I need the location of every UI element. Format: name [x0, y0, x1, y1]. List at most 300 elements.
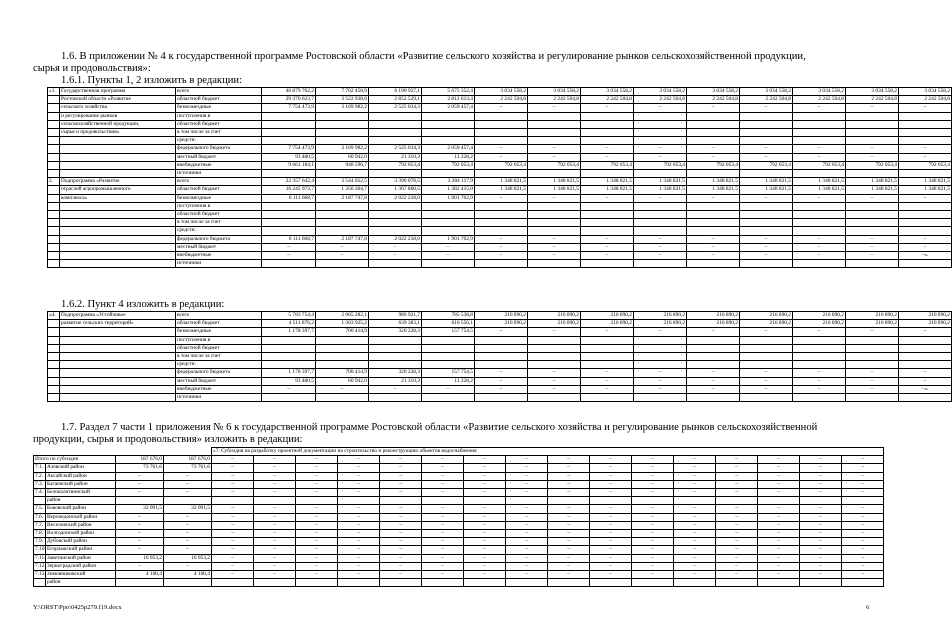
table-row — [34, 489, 884, 497]
amount-cell: 2 852 529,1 — [369, 96, 422, 104]
amount-cell — [634, 336, 687, 344]
dash-cell: – — [506, 480, 548, 488]
dash-cell: – — [758, 464, 800, 472]
amount-cell: – — [846, 328, 899, 336]
funding-source-cell: в том числе за счет — [176, 353, 262, 361]
amount-cell: – — [116, 562, 164, 570]
amount-cell: 1 348 821,5 — [793, 178, 846, 186]
table-row — [48, 137, 952, 145]
amount-cell: – — [899, 194, 952, 202]
amount-cell: 216 890,2 — [475, 320, 528, 328]
amount-cell: – — [634, 328, 687, 336]
program-name-cell: Ростовской области «Развитие — [60, 96, 176, 104]
amount-cell — [581, 336, 634, 344]
dash-cell: – — [212, 505, 254, 513]
amount-cell: – — [634, 385, 687, 393]
amount-cell — [687, 336, 740, 344]
dash-cell: – — [716, 571, 758, 579]
amount-cell — [740, 202, 793, 210]
table-row — [48, 104, 952, 112]
amount-cell — [475, 344, 528, 352]
amount-cell: – — [369, 385, 422, 393]
amount-cell: – — [899, 104, 952, 112]
dash-cell: – — [590, 480, 632, 488]
dash-cell: – — [800, 472, 842, 480]
amount-cell: 320 228,3 — [369, 369, 422, 377]
dash-cell — [212, 497, 254, 505]
amount-cell — [369, 219, 422, 227]
empty-cell — [34, 448, 212, 456]
amount-cell — [369, 227, 422, 235]
table-row — [48, 336, 952, 344]
dash-cell: – — [380, 513, 422, 521]
total-amount-cell: 187 676,0 — [116, 456, 164, 464]
dash-cell: – — [842, 513, 884, 521]
row-number-cell — [48, 120, 60, 128]
amount-cell — [687, 260, 740, 268]
amount-cell: 3 034 558,2 — [793, 88, 846, 96]
table-row — [34, 497, 884, 505]
dash-cell: – — [254, 472, 296, 480]
program-name-cell — [60, 235, 176, 243]
amount-cell — [687, 344, 740, 352]
dash-cell: – — [464, 464, 506, 472]
district-name-cell: Веселовский район — [46, 521, 116, 529]
amount-cell: 1 348 821,5 — [528, 178, 581, 186]
funding-source-cell: средств: — [176, 137, 262, 145]
dash-cell: – — [212, 480, 254, 488]
amount-cell: – — [793, 377, 846, 385]
amount-cell: 1 348 821,5 — [634, 178, 687, 186]
dash-cell — [842, 497, 884, 505]
amount-cell — [369, 112, 422, 120]
amount-cell — [369, 170, 422, 178]
amount-cell — [262, 336, 316, 344]
dash-cell: – — [296, 505, 338, 513]
amount-cell: – — [581, 104, 634, 112]
amount-cell — [316, 202, 369, 210]
table-row — [34, 513, 884, 521]
amount-cell — [369, 202, 422, 210]
row-number-cell — [48, 202, 60, 210]
amount-cell: 2 525 034,3 — [369, 104, 422, 112]
amount-cell: 16 953,2 — [164, 554, 212, 562]
amount-cell: – — [634, 243, 687, 251]
dash-cell: – — [674, 571, 716, 579]
dash-cell: – — [716, 521, 758, 529]
amount-cell — [581, 260, 634, 268]
dash-cell: – — [506, 571, 548, 579]
dash-cell: – — [590, 505, 632, 513]
dash-cell — [716, 497, 758, 505]
amount-cell: – — [581, 235, 634, 243]
amount-cell — [899, 112, 952, 120]
dash-cell: – — [758, 546, 800, 554]
amount-cell: 1 348 821,5 — [475, 178, 528, 186]
dash-cell: – — [548, 546, 590, 554]
amount-cell: 792 053,4 — [528, 161, 581, 169]
amount-cell: – — [475, 194, 528, 202]
dash-cell: – — [464, 562, 506, 570]
amount-cell: – — [634, 104, 687, 112]
table-row — [48, 186, 952, 194]
dash-cell: – — [338, 554, 380, 562]
dash-cell: – — [632, 456, 674, 464]
amount-cell: – — [581, 328, 634, 336]
district-name-cell: Азовский район — [46, 464, 116, 472]
amount-cell — [687, 394, 740, 402]
table-row — [48, 170, 952, 178]
dash-cell: – — [212, 571, 254, 579]
amount-cell: 1 178 397,7 — [262, 328, 316, 336]
amount-cell: 216 890,2 — [899, 312, 952, 320]
amount-cell — [846, 112, 899, 120]
dash-cell: – — [380, 489, 422, 497]
amount-cell — [369, 120, 422, 128]
amount-cell: –». — [899, 385, 952, 393]
amount-cell — [422, 170, 475, 178]
dash-cell: – — [380, 538, 422, 546]
amount-cell: 5 783 754,4 — [262, 312, 316, 320]
row-number-cell: 7.13. — [35, 571, 46, 578]
district-name-cell: Егорлыкский район — [46, 546, 116, 554]
amount-cell: 11 228,2 — [422, 377, 475, 385]
amount-cell: – — [846, 252, 899, 260]
row-number-cell — [48, 170, 60, 178]
amount-cell: – — [687, 243, 740, 251]
table-row — [48, 394, 952, 402]
amount-cell — [475, 227, 528, 235]
amount-cell: 3 034 558,2 — [634, 88, 687, 96]
table-row — [34, 546, 884, 554]
program-name-cell — [60, 202, 176, 210]
dash-cell — [296, 497, 338, 505]
amount-cell — [846, 137, 899, 145]
amount-cell: 3 390 078,5 — [369, 178, 422, 186]
amount-cell: 216 890,2 — [846, 320, 899, 328]
amount-cell: – — [846, 235, 899, 243]
amount-cell — [262, 260, 316, 268]
dash-cell: – — [632, 480, 674, 488]
amount-cell — [528, 227, 581, 235]
dash-cell: – — [632, 489, 674, 497]
amount-cell — [846, 336, 899, 344]
amount-cell — [846, 260, 899, 268]
amount-cell: 216 890,2 — [793, 312, 846, 320]
amount-cell — [262, 129, 316, 137]
dash-cell: – — [464, 554, 506, 562]
amount-cell — [262, 219, 316, 227]
funding-source-cell: местный бюджет — [176, 153, 262, 161]
funding-source-cell: всего — [176, 312, 262, 320]
dash-cell: – — [632, 546, 674, 554]
dash-cell: – — [548, 538, 590, 546]
amount-cell: – — [369, 252, 422, 260]
dash-cell: – — [590, 554, 632, 562]
subsidy-table — [33, 447, 884, 587]
district-name-cell: Дубовский район — [46, 538, 116, 546]
amount-cell: 216 890,2 — [687, 320, 740, 328]
dash-cell: – — [338, 489, 380, 497]
amount-cell — [316, 394, 369, 402]
district-name-cell: Зимовниковский — [46, 571, 116, 579]
dash-cell: – — [212, 521, 254, 529]
amount-cell — [899, 344, 952, 352]
amount-cell — [687, 227, 740, 235]
dash-cell — [506, 579, 548, 587]
amount-cell: 616 556,1 — [422, 320, 475, 328]
row-number-cell — [48, 377, 60, 385]
dash-cell: – — [506, 521, 548, 529]
amount-cell: – — [846, 369, 899, 377]
table-row — [48, 129, 952, 137]
dash-cell: – — [632, 538, 674, 546]
amount-cell: – — [528, 369, 581, 377]
dash-cell: – — [632, 562, 674, 570]
amount-cell — [899, 120, 952, 128]
funding-source-cell: всего — [176, 88, 262, 96]
program-name-cell: Подпрограмма «Развитие — [60, 178, 176, 186]
dash-cell — [674, 497, 716, 505]
amount-cell — [262, 137, 316, 145]
row-number-cell — [48, 235, 60, 243]
amount-cell: – — [687, 145, 740, 153]
dash-cell: – — [422, 554, 464, 562]
dash-cell — [800, 579, 842, 587]
dash-cell — [590, 579, 632, 587]
table-row — [34, 530, 884, 538]
amount-cell — [262, 120, 316, 128]
amount-cell: 1 348 821,5 — [740, 186, 793, 194]
amount-cell: 1 901 702,9 — [422, 194, 475, 202]
amount-cell — [422, 353, 475, 361]
amount-cell: – — [581, 194, 634, 202]
district-name-cell: Аксайский район — [46, 472, 116, 480]
amount-cell — [422, 260, 475, 268]
dash-cell: – — [842, 554, 884, 562]
amount-cell — [262, 202, 316, 210]
dash-cell — [464, 579, 506, 587]
amount-cell — [369, 129, 422, 137]
amount-cell: – — [164, 538, 212, 546]
dash-cell: – — [674, 456, 716, 464]
amount-cell: – — [687, 194, 740, 202]
dash-cell: – — [590, 472, 632, 480]
amount-cell — [846, 120, 899, 128]
amount-cell — [793, 394, 846, 402]
amount-cell — [899, 353, 952, 361]
amount-cell — [475, 202, 528, 210]
dash-cell: – — [842, 464, 884, 472]
program-name-cell — [60, 361, 176, 369]
dash-cell — [254, 579, 296, 587]
row-number-cell — [48, 328, 60, 336]
amount-cell: – — [422, 252, 475, 260]
funding-source-cell: источники — [176, 394, 262, 402]
dash-cell: – — [338, 472, 380, 480]
amount-cell — [316, 211, 369, 219]
amount-cell — [899, 260, 952, 268]
dash-cell — [212, 579, 254, 587]
dash-cell: – — [716, 505, 758, 513]
amount-cell: – — [740, 194, 793, 202]
amount-cell: 2 242 504,8 — [528, 96, 581, 104]
amount-cell: 60 942,0 — [316, 377, 369, 385]
amount-cell — [316, 112, 369, 120]
dash-cell: – — [800, 464, 842, 472]
table-row — [48, 320, 952, 328]
amount-cell — [899, 170, 952, 178]
funding-source-cell: областной бюджет — [176, 344, 262, 352]
dash-cell: – — [506, 546, 548, 554]
amount-cell — [369, 260, 422, 268]
funding-source-cell: областной бюджет — [176, 96, 262, 104]
amount-cell: 2 187 747,8 — [316, 235, 369, 243]
dash-cell: – — [632, 571, 674, 579]
program-name-cell — [60, 344, 176, 352]
amount-cell — [316, 227, 369, 235]
amount-cell — [528, 129, 581, 137]
program-name-cell — [60, 369, 176, 377]
dash-cell: – — [758, 538, 800, 546]
amount-cell — [369, 336, 422, 344]
row-number-cell — [48, 320, 60, 328]
amount-cell — [422, 211, 475, 219]
amount-cell — [687, 120, 740, 128]
amount-cell — [793, 137, 846, 145]
funding-source-cell: безвозмездные — [176, 104, 262, 112]
dash-cell: – — [548, 505, 590, 513]
row-number-cell — [48, 186, 60, 194]
amount-cell: – — [687, 369, 740, 377]
amount-cell: – — [793, 153, 846, 161]
dash-cell: – — [338, 538, 380, 546]
dash-cell: – — [674, 538, 716, 546]
amount-cell — [262, 394, 316, 402]
program-name-cell: отраслей агропромышленного — [60, 186, 176, 194]
row-number-cell — [48, 112, 60, 120]
amount-cell — [316, 344, 369, 352]
amount-cell: 792 053,4 — [422, 161, 475, 169]
district-name-cell: Зерноградский район — [46, 562, 116, 570]
amount-cell — [422, 137, 475, 145]
amount-cell: – — [634, 252, 687, 260]
district-name-cell: район — [46, 579, 116, 587]
amount-cell: 1 356 304,7 — [316, 186, 369, 194]
amount-cell: – — [740, 153, 793, 161]
amount-cell: – — [793, 235, 846, 243]
total-label: Итого по субсидии — [34, 456, 116, 464]
amount-cell — [316, 170, 369, 178]
program-name-cell — [60, 252, 176, 260]
dash-cell: – — [758, 562, 800, 570]
amount-cell: 1 348 821,5 — [581, 178, 634, 186]
amount-cell: 3 034 558,2 — [581, 88, 634, 96]
dash-cell: – — [380, 505, 422, 513]
amount-cell: 6 111 668,7 — [262, 194, 316, 202]
amount-cell — [740, 353, 793, 361]
amount-cell: 1 348 821,5 — [581, 186, 634, 194]
dash-cell: – — [254, 521, 296, 529]
amount-cell — [793, 219, 846, 227]
amount-cell: 1 303 925,2 — [316, 320, 369, 328]
amount-cell: – — [164, 513, 212, 521]
dash-cell: – — [380, 480, 422, 488]
amount-cell: – — [846, 385, 899, 393]
dash-cell: – — [254, 538, 296, 546]
row-number-cell: «1. — [48, 88, 60, 96]
amount-cell: – — [262, 385, 316, 393]
funding-source-cell: безвозмездные — [176, 328, 262, 336]
funding-source-cell: всего — [176, 178, 262, 186]
dash-cell: – — [464, 546, 506, 554]
table-row — [48, 145, 952, 153]
row-number-cell: «4. — [48, 312, 60, 320]
amount-cell: 3 169 982,2 — [316, 104, 369, 112]
dash-cell: – — [380, 521, 422, 529]
amount-cell: 3 034 558,2 — [528, 88, 581, 96]
dash-cell: – — [800, 489, 842, 497]
amount-cell: – — [793, 104, 846, 112]
row-number-cell — [48, 194, 60, 202]
heading-1-7-line2: продукции, сырья и продовольствия» изложить в редакции: — [33, 434, 303, 445]
amount-cell — [740, 344, 793, 352]
dash-cell: – — [674, 472, 716, 480]
dash-cell: – — [422, 489, 464, 497]
program-name-cell — [60, 170, 176, 178]
amount-cell: 1 348 821,5 — [846, 186, 899, 194]
amount-cell: – — [846, 153, 899, 161]
amount-cell — [528, 202, 581, 210]
dash-cell: – — [842, 456, 884, 464]
amount-cell — [634, 211, 687, 219]
table-row — [48, 344, 952, 352]
dash-cell: – — [212, 489, 254, 497]
amount-cell: – — [475, 145, 528, 153]
dash-cell: – — [590, 464, 632, 472]
program-name-cell: развитие сельских территорий» — [60, 320, 176, 328]
row-number-cell — [48, 161, 60, 169]
amount-cell: – — [116, 472, 164, 480]
amount-cell — [422, 361, 475, 369]
amount-cell: – — [528, 377, 581, 385]
row-number-cell — [48, 243, 60, 251]
amount-cell: – — [475, 377, 528, 385]
funding-source-cell: федерального бюджета — [176, 145, 262, 153]
dash-cell: – — [716, 530, 758, 538]
program-name-cell: и регулирование рынков — [60, 112, 176, 120]
dash-cell: – — [632, 464, 674, 472]
dash-cell: – — [296, 530, 338, 538]
dash-cell: – — [380, 571, 422, 579]
amount-cell: – — [116, 538, 164, 546]
amount-cell: – — [528, 194, 581, 202]
dash-cell — [632, 579, 674, 587]
dash-cell: – — [716, 546, 758, 554]
amount-cell — [793, 120, 846, 128]
dash-cell: – — [422, 464, 464, 472]
amount-cell — [528, 219, 581, 227]
funding-source-cell: в том числе за счет — [176, 219, 262, 227]
funding-source-cell: средств: — [176, 361, 262, 369]
district-name-cell: Верхнедонской район — [46, 513, 116, 521]
amount-cell: –». — [899, 252, 952, 260]
dash-cell: – — [212, 554, 254, 562]
funding-source-cell: внебюджетные — [176, 252, 262, 260]
dash-cell: – — [380, 546, 422, 554]
amount-cell — [634, 129, 687, 137]
dash-cell: – — [212, 513, 254, 521]
